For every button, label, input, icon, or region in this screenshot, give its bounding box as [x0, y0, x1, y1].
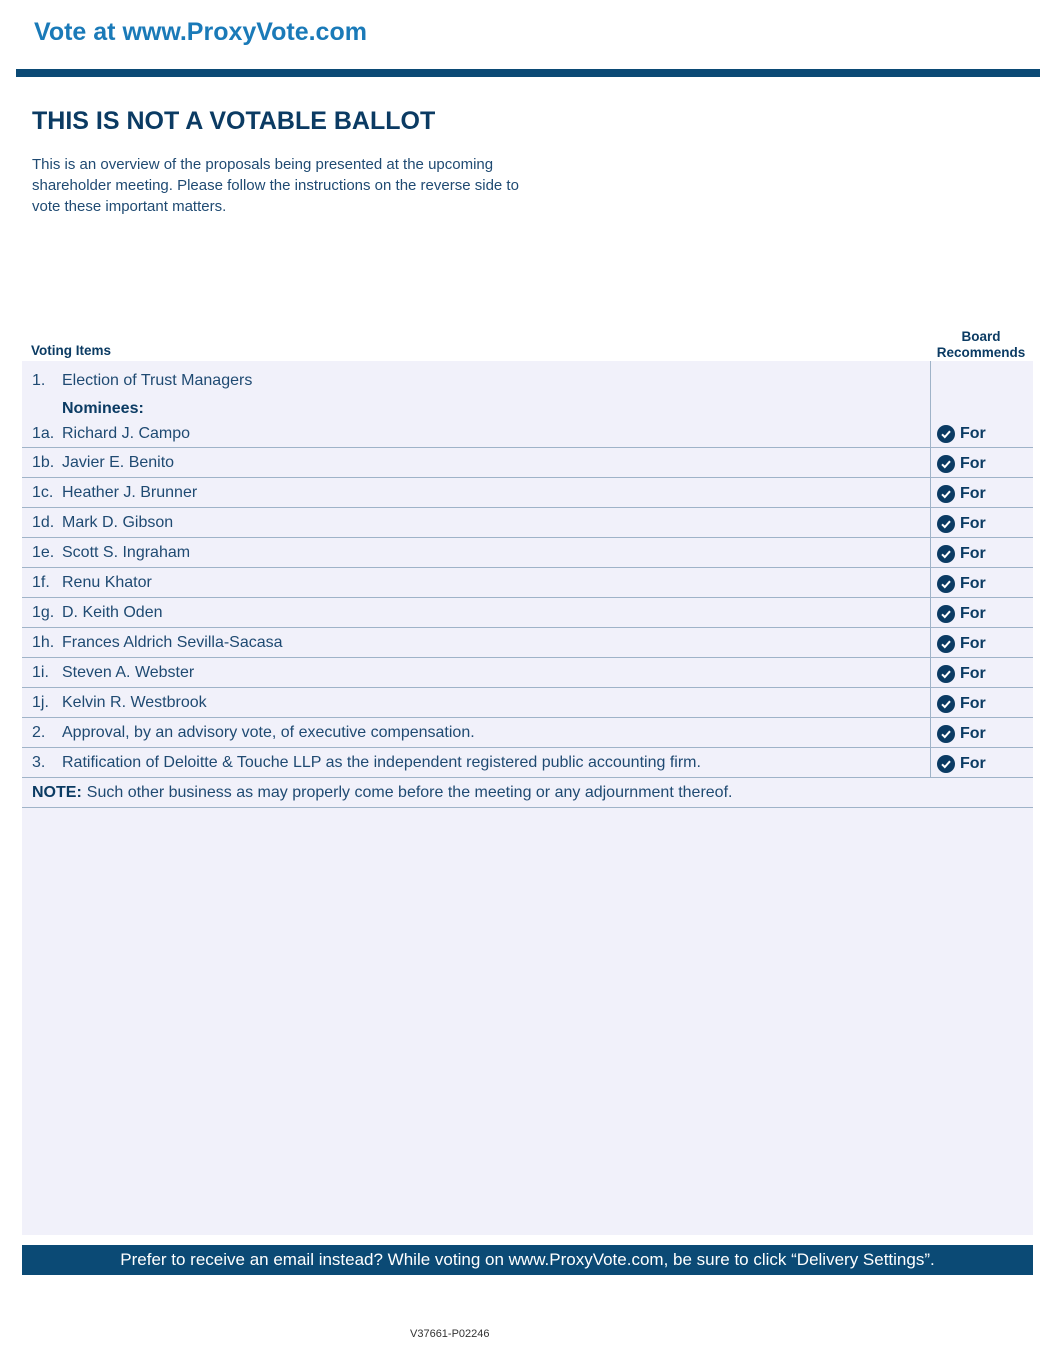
header-divider [16, 69, 1040, 77]
item-number: 1i. [32, 663, 49, 681]
voting-item-row [22, 718, 1033, 748]
nominees-label: Nominees: [62, 400, 144, 417]
voting-item-row [22, 598, 1033, 628]
board-recommendation-cell [930, 448, 1033, 477]
recommendation [937, 425, 986, 443]
voting-item-row [22, 748, 1033, 778]
recommendation-text: For [960, 755, 986, 772]
board-recommends-header [930, 329, 1032, 361]
recommendation [937, 575, 986, 593]
check-circle-icon [937, 695, 955, 713]
recommendation [937, 545, 986, 563]
check-circle-icon [937, 425, 955, 443]
voting-items-table [22, 361, 1033, 808]
recommendation-text: For [960, 575, 986, 592]
check-circle-icon [937, 455, 955, 473]
item-label: Frances Aldrich Sevilla-Sacasa [62, 633, 283, 651]
voting-items-header: Voting Items [31, 343, 112, 358]
item-number: 3. [32, 753, 46, 771]
recommendation-text: For [960, 635, 986, 652]
item-number: 1c. [32, 483, 54, 501]
note-row [22, 778, 1033, 808]
recommendation-text: For [960, 485, 986, 502]
recommendation-text: For [960, 425, 986, 442]
board-recommendation-cell [930, 508, 1033, 537]
note-label: NOTE: [32, 783, 82, 801]
item-label: D. Keith Oden [62, 603, 163, 621]
election-row [22, 361, 1033, 448]
control-code: V37661-P02246 [410, 1328, 490, 1340]
recommendation [937, 695, 986, 713]
item-number: 1e. [32, 543, 55, 561]
item-label: Heather J. Brunner [62, 483, 198, 501]
item-number: 1j. [32, 693, 49, 711]
recommendation-text: For [960, 605, 986, 622]
intro-paragraph: This is an overview of the proposals being presented at the upcoming shareholder meeting. Please follow the instructions on the reverse side to vote these important matters. [32, 156, 519, 215]
board-header-line2: Recommends [936, 345, 1026, 360]
voting-item-row [22, 508, 1033, 538]
recommendation [937, 665, 986, 683]
recommendation-text: For [960, 455, 986, 472]
item-label: Mark D. Gibson [62, 513, 174, 531]
board-recommendation-cell [930, 478, 1033, 507]
check-circle-icon [937, 605, 955, 623]
check-circle-icon [937, 545, 955, 563]
board-recommendation-cell [930, 568, 1033, 597]
item-number: 1a. [32, 425, 55, 442]
election-number: 1. [32, 372, 46, 389]
check-circle-icon [937, 665, 955, 683]
recommendation-text: For [960, 695, 986, 712]
board-recommendation-cell [930, 361, 1033, 447]
voting-item-row [22, 448, 1033, 478]
recommendation [937, 485, 986, 503]
voting-item-row [22, 688, 1033, 718]
recommendation [937, 605, 986, 623]
item-number: 1h. [32, 633, 55, 651]
email-delivery-banner: Prefer to receive an email instead? While voting on www.ProxyVote.com, be sure to click “Delivery Settings”. [22, 1245, 1033, 1275]
item-label: Renu Khator [62, 573, 152, 591]
voting-item-row [22, 628, 1033, 658]
recommendation [937, 515, 986, 533]
page-title: THIS IS NOT A VOTABLE BALLOT [32, 107, 436, 135]
voting-item-row [22, 568, 1033, 598]
item-number: 2. [32, 723, 46, 741]
voting-item-row [22, 658, 1033, 688]
item-label: Richard J. Campo [62, 425, 191, 442]
check-circle-icon [937, 485, 955, 503]
item-label: Javier E. Benito [62, 453, 175, 471]
vote-url-heading: Vote at www.ProxyVote.com [34, 18, 367, 46]
board-recommendation-cell [930, 688, 1033, 717]
recommendation-text: For [960, 515, 986, 532]
check-circle-icon [937, 725, 955, 743]
item-label: Kelvin R. Westbrook [62, 693, 207, 711]
check-circle-icon [937, 755, 955, 773]
check-circle-icon [937, 575, 955, 593]
recommendation [937, 455, 986, 473]
board-recommendation-cell [930, 748, 1033, 777]
voting-item-row [22, 478, 1033, 508]
note-text: Such other business as may properly come before the meeting or any adjournment thereof. [86, 783, 733, 801]
recommendation-text: For [960, 665, 986, 682]
item-label: Ratification of Deloitte & Touche LLP as the independent registered public accounting firm. [62, 753, 701, 771]
recommendation [937, 755, 986, 773]
item-label: Approval, by an advisory vote, of executive compensation. [62, 723, 475, 741]
item-label: Steven A. Webster [62, 663, 195, 681]
voting-item-row [22, 538, 1033, 568]
election-label: Election of Trust Managers [62, 372, 253, 389]
check-circle-icon [937, 635, 955, 653]
board-recommendation-cell [930, 718, 1033, 747]
recommendation-text: For [960, 545, 986, 562]
recommendation [937, 725, 986, 743]
board-recommendation-cell [930, 538, 1033, 567]
item-number: 1g. [32, 603, 55, 621]
board-header-line1: Board [961, 329, 1001, 344]
check-circle-icon [937, 515, 955, 533]
item-number: 1d. [32, 513, 55, 531]
board-recommendation-cell [930, 628, 1033, 657]
item-number: 1b. [32, 453, 55, 471]
recommendation-text: For [960, 725, 986, 742]
board-recommendation-cell [930, 598, 1033, 627]
item-number: 1f. [32, 573, 50, 591]
item-label: Scott S. Ingraham [62, 543, 191, 561]
recommendation [937, 635, 986, 653]
board-recommendation-cell [930, 658, 1033, 687]
